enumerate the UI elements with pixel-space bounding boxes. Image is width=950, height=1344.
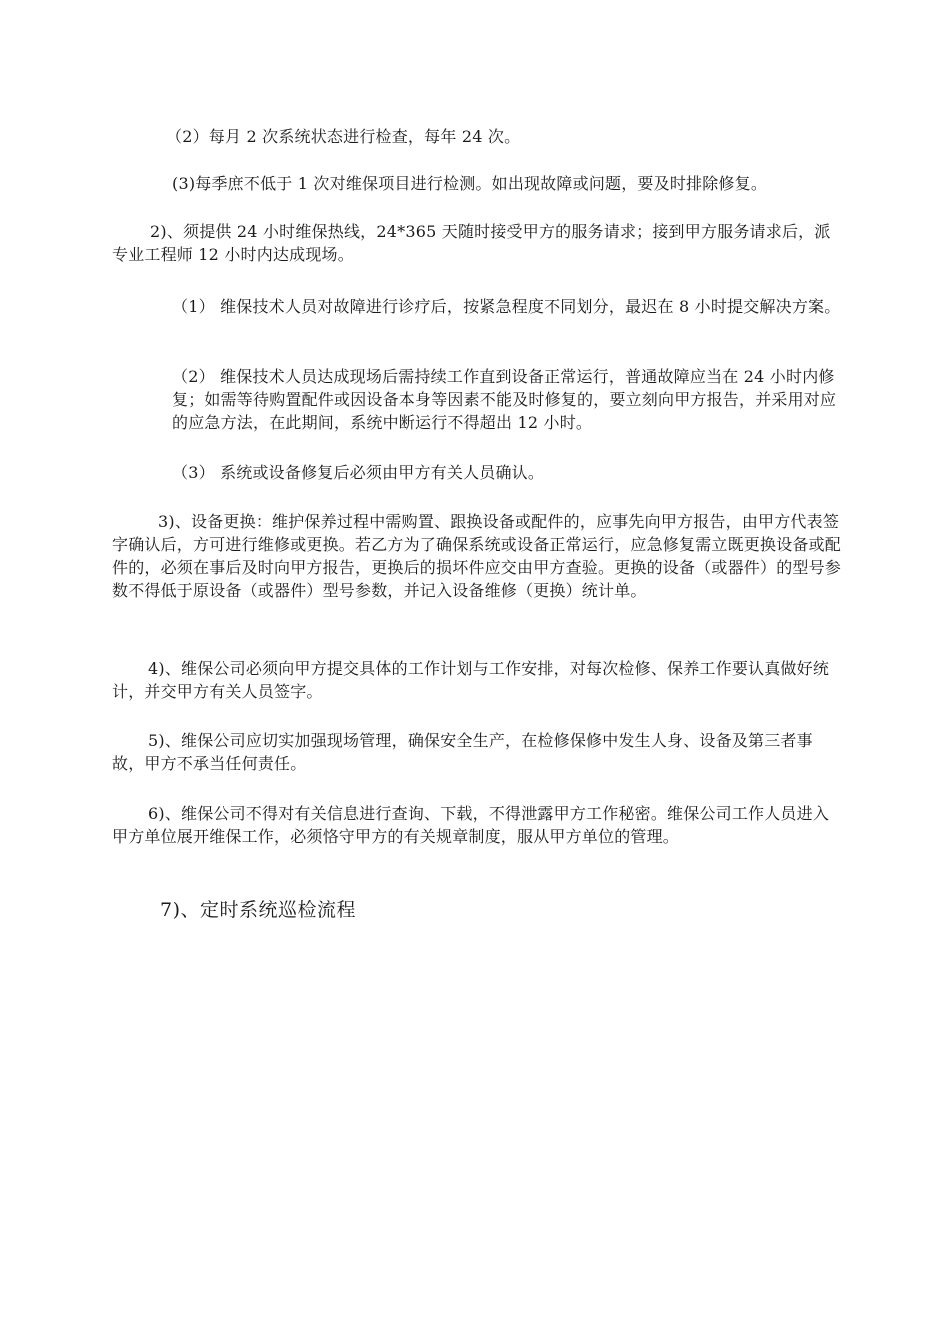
section-heading-inspection-flow: 7)、定时系统巡检流程 [160, 899, 357, 921]
paragraph-3-quarterly-inspection: (3)每季庶不低于 1 次对维保项目进行检测。如出现故障或问题，要及时排除修复。 [172, 174, 768, 193]
paragraph-2-monthly-check: （2）每月 2 次系统状态进行检查，每年 24 次。 [166, 127, 521, 146]
paragraph-hotline: 2)、须提供 24 小时维保热线，24*365 天随时接受甲方的服务请求；接到甲方服务请求后，派专业工程师 12 小时内达成现场。 [112, 222, 831, 264]
paragraph-diagnosis: （1） 维保技术人员对故障进行诊疗后，按紧急程度不同划分，最迟在 8 小时提交解决方案。 [172, 297, 841, 316]
paragraph-confidentiality: 6)、维保公司不得对有关信息进行查询、下载，不得泄露甲方工作秘密。维保公司工作人员进入甲方单位展开维保工作，必须恪守甲方的有关规章制度，服从甲方单位的管理。 [112, 804, 830, 846]
paragraph-work-plan: 4)、维保公司必须向甲方提交具体的工作计划与工作安排，对每次检修、保养工作要认真做好统计，并交甲方有关人员签字。 [112, 659, 830, 701]
paragraph-confirmation: （3） 系统或设备修复后必须由甲方有关人员确认。 [172, 463, 545, 482]
paragraph-site-management: 5)、维保公司应切实加强现场管理，确保安全生产，在检修保修中发生人身、设备及第三者事故，甲方不承当任何责任。 [112, 731, 813, 773]
paragraph-onsite-repair: （2） 维保技术人员达成现场后需持续工作直到设备正常运行，普通故障应当在 24 小时内修复；如需等待购置配件或因设备本身等因素不能及时修复的，要立刻向甲方报告，并采用对应的应急方法，在此期间，系统中断运行不得超出 12 小时。 [172, 367, 837, 432]
paragraph-equipment-replacement: 3)、设备更换：维护保养过程中需购置、跟换设备或配件的，应事先向甲方报告，由甲方代表签字确认后，方可进行维修或更换。若乙方为了确保系统或设备正常运行，应急修复需立既更换设备或配件的，必须在事后及时向甲方报告，更换后的损坏件应交由甲方查验。更换的设备（或器件）的型号参数不得低于原设备（或器件）型号参数，并记入设备维修（更换）统计单。 [112, 512, 842, 600]
